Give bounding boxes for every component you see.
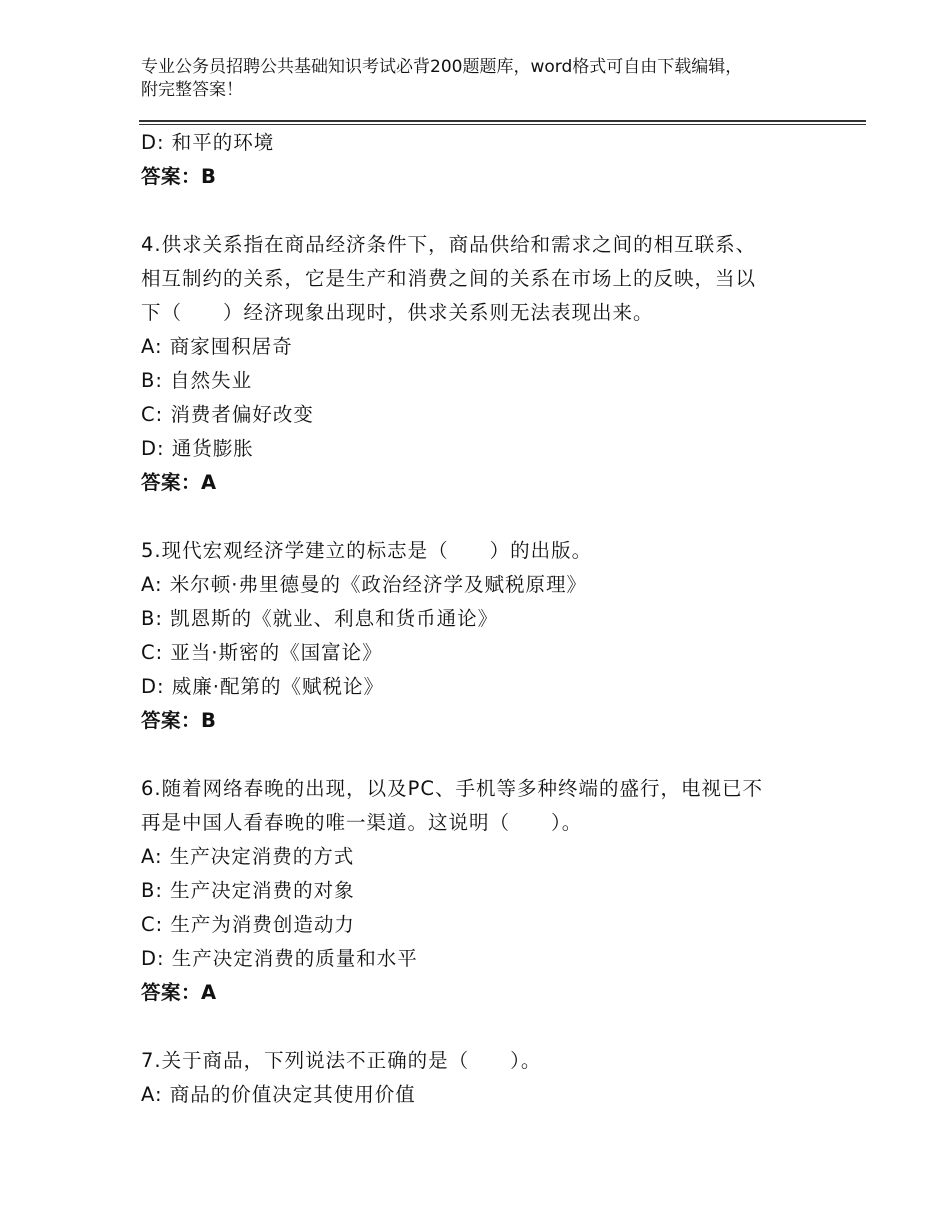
q4-stem-line-1: 4.供求关系指在商品经济条件下，商品供给和需求之间的相互联系、 [141,233,757,256]
header-line-2: 附完整答案！ [141,80,243,100]
q4-option-c: C: 消费者偏好改变 [141,403,314,426]
q5-option-d: D: 威廉·配第的《赋税论》 [141,675,384,698]
q5-option-a: A: 米尔顿·弗里德曼的《政治经济学及赋税原理》 [141,573,587,596]
q4-answer: 答案：A [141,471,217,494]
header-line-1: 专业公务员招聘公共基础知识考试必背200题题库，word格式可自由下载编辑， [141,57,743,77]
spacer [141,194,821,228]
spacer [141,738,821,772]
q4-option-b: B: 自然失业 [141,369,253,392]
q6-stem-line-2: 再是中国人看春晚的唯一渠道。这说明（ ）。 [141,811,583,834]
q5-stem-line-1: 5.现代宏观经济学建立的标志是（ ）的出版。 [141,539,593,562]
q6-option-b: B: 生产决定消费的对象 [141,879,355,902]
q7-option-a: A: 商品的价值决定其使用价值 [141,1083,416,1106]
header-divider [139,120,866,125]
q3-answer: 答案：B [141,165,217,188]
q6-answer: 答案：A [141,981,217,1004]
q4-option-d: D: 通货膨胀 [141,437,254,460]
q5-option-c: C: 亚当·斯密的《国富论》 [141,641,383,664]
q5-option-b: B: 凯恩斯的《就业、利息和货币通论》 [141,607,499,630]
q7-stem-line-1: 7.关于商品，下列说法不正确的是（ ）。 [141,1049,542,1072]
q4-stem-line-3: 下（ ）经济现象出现时，供求关系则无法表现出来。 [141,301,654,324]
spacer [141,1010,821,1044]
q6-stem-line-1: 6.随着网络春晚的出现，以及PC、手机等多种终端的盛行，电视已不 [141,777,763,800]
q6-option-c: C: 生产为消费创造动力 [141,913,355,936]
q3-option-d: D: 和平的环境 [141,131,275,154]
q4-stem-line-2: 相互制约的关系，它是生产和消费之间的关系在市场上的反映，当以 [141,267,757,290]
q6-option-a: A: 生产决定消费的方式 [141,845,355,868]
question-content [141,126,821,1112]
page-header [141,56,841,102]
spacer [141,500,821,534]
q5-answer: 答案：B [141,709,217,732]
q6-option-d: D: 生产决定消费的质量和水平 [141,947,418,970]
q4-option-a: A: 商家囤积居奇 [141,335,293,358]
